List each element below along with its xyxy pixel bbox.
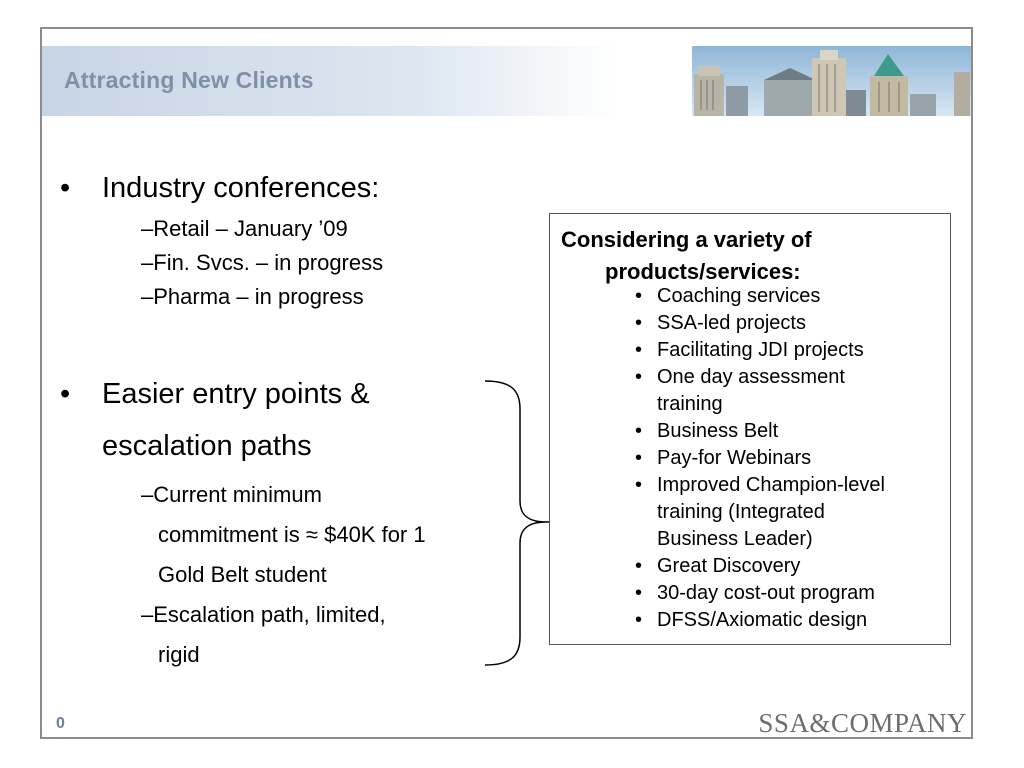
dash-marker: – — [141, 216, 154, 241]
box-list-item-line: 30-day cost-out program — [657, 582, 875, 604]
box-list-item-line: Improved Champion-level — [657, 474, 885, 496]
box-list-item — [635, 337, 935, 364]
company-logo: SSA&COMPANY — [758, 708, 967, 738]
bullet-marker: • — [635, 582, 643, 604]
sub-bullet-text: Retail – January ’09 — [153, 216, 348, 241]
box-list-item — [635, 364, 935, 418]
box-list-item — [635, 445, 935, 472]
bullet-marker: • — [60, 378, 71, 410]
bullet-text: escalation paths — [102, 430, 312, 462]
bullet-marker: • — [635, 339, 643, 361]
box-list-item-line: Coaching services — [657, 285, 821, 307]
box-list-item-line: SSA-led projects — [657, 312, 806, 334]
sub-bullet — [141, 216, 348, 242]
sub-bullet — [141, 602, 386, 628]
sub-bullet — [141, 250, 383, 276]
bullet-marker: • — [635, 447, 643, 469]
box-title-line: products/services: — [605, 259, 801, 284]
box-list-item-line: One day assessment — [657, 366, 845, 388]
box-list-item-line: Business Leader) — [657, 528, 813, 550]
box-list-item — [635, 553, 935, 580]
box-list-item — [635, 472, 935, 553]
box-list-item-line: training (Integrated — [657, 501, 825, 523]
bullet-marker: • — [60, 172, 71, 204]
slide — [40, 27, 973, 739]
box-list-item — [635, 580, 935, 607]
box-list-item-line: DFSS/Axiomatic design — [657, 609, 868, 631]
products-services-box — [549, 213, 951, 645]
page-number: 0 — [56, 715, 65, 732]
sub-bullet-text: Escalation path, limited, — [153, 602, 386, 627]
bullet-marker: • — [635, 474, 643, 496]
bullet-marker: • — [635, 420, 643, 442]
box-list-item — [635, 283, 935, 310]
sub-bullet — [141, 482, 322, 508]
box-list-item-line: Great Discovery — [657, 555, 801, 577]
sub-bullet-cont: rigid — [158, 642, 200, 667]
sub-bullet — [141, 284, 364, 310]
skyline-image — [692, 46, 973, 116]
bullet-text: Industry conferences: — [102, 172, 380, 204]
sub-bullet-cont: Gold Belt student — [158, 562, 327, 587]
bullet-text: Easier entry points & — [102, 378, 370, 410]
box-list-item-line: training — [657, 393, 723, 415]
dash-marker: – — [141, 602, 154, 627]
bullet-marker: • — [635, 285, 643, 307]
bullet-marker: • — [635, 312, 643, 334]
bullet-marker: • — [635, 609, 643, 631]
bullet-marker: • — [635, 366, 643, 388]
sub-bullet-text: Current minimum — [153, 482, 322, 507]
box-list-item — [635, 418, 935, 445]
bullet-marker: • — [635, 555, 643, 577]
box-list-item-line: Pay-for Webinars — [657, 447, 812, 469]
box-title-line: Considering a variety of — [561, 227, 812, 252]
dash-marker: – — [141, 482, 154, 507]
slide-title: Attracting New Clients — [64, 67, 314, 93]
box-list-item — [635, 607, 935, 634]
box-title — [561, 224, 921, 288]
box-list-item — [635, 310, 935, 337]
dash-marker: – — [141, 250, 154, 275]
sub-bullet-text: Fin. Svcs. – in progress — [153, 250, 384, 275]
sub-bullet-text: Pharma – in progress — [153, 284, 364, 309]
box-list-item-line: Business Belt — [657, 420, 779, 442]
dash-marker: – — [141, 284, 154, 309]
box-list-item-line: Facilitating JDI projects — [657, 339, 864, 361]
sub-bullet-cont: commitment is ≈ $40K for 1 — [158, 522, 426, 547]
box-list — [635, 283, 935, 634]
